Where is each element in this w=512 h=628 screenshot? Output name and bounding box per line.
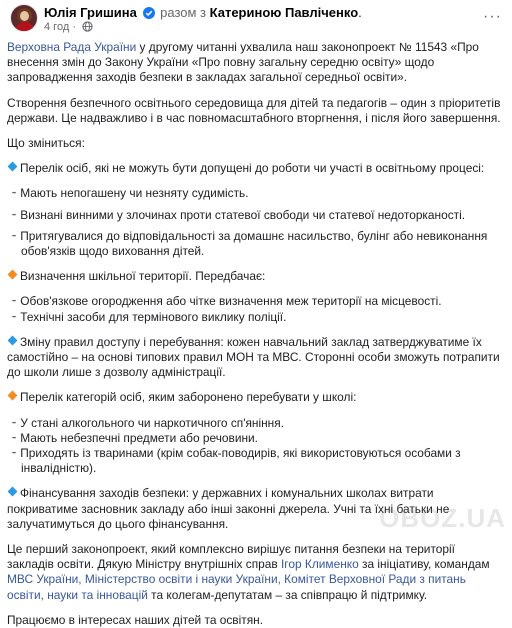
list-item [7,431,503,446]
post-meta [44,21,93,35]
post-time[interactable]: 4 год [44,21,70,33]
dash-icon: ⁃ [11,430,17,445]
dash-icon: ⁃ [11,186,17,201]
list-item-text: Мають непогашену чи незняту судимість. [20,186,249,201]
what-changes-heading: Що зміниться: [7,136,85,151]
list-item [7,310,503,325]
tagged-person[interactable]: Катериною Павліченко [209,5,359,20]
dash-icon: ⁃ [11,294,17,309]
link-verkhovna-rada[interactable]: Верховна Рада України [7,40,137,54]
with-text: разом з [160,5,206,20]
list-item-text: Мають небезпечні предмети або речовини. [20,430,258,445]
author-name[interactable]: Юлія Гришина [44,5,137,20]
dash-icon: ⁃ [11,309,17,324]
section-3-text: Зміну правил доступу і перебування: кожен навчальний заклад затверджуватиме їх самостійно – на основі типових правил МОН та МВС. Сторонні особи зможуть потрапити до школи лише з дозволу адміністрації. [7,334,500,380]
list-item-text: Обов'язкове огородження або чітке визначення меж території на місцевості. [20,294,442,309]
list-item [7,208,503,223]
paragraph-thanks [7,542,503,603]
paragraph-priority: Створення безпечного освітнього середовища для дітей та педагогів – один з пріоритетів держави. Це надважливо і в час повномасштабного вторгнення, і після його завершення. [7,95,501,125]
list-item-text: У стані алкогольного чи наркотичного сп'яніння. [20,415,284,430]
list-item [7,446,503,476]
list-item-text: Притягувалися до відповідальності за домашнє насильство, булінг або невиконання обов'язків щодо виховання дітей. [20,228,488,259]
blue-diamond-icon [8,487,18,497]
section-3 [7,335,503,381]
more-options-icon[interactable]: ··· [483,8,502,25]
header-period: . [358,5,362,20]
blue-diamond-icon [8,162,18,172]
list-item [7,229,503,259]
section-2-text: Визначення шкільної території. Передбачає: [20,269,266,284]
author-avatar[interactable] [10,4,38,32]
paragraph-intro [7,40,503,86]
list-item-text: Визнані винними у злочинах проти статевої свободи чи статевої недоторканості. [20,207,466,222]
thanks-text-a: Це перший законопроект, який комплексно вирішує питання безпеки на території закладів освіти. Дякую Міністру внутрішніх справ [7,542,455,572]
list-item-text: Приходять із тваринами (крім собак-поводирів, які використовуються особами з інвалідністю). [20,446,461,476]
section-5-text: Фінансування заходів безпеки: у державних і комунальних школах витрати покриватиме засновник закладу або інші законні джерела. Учні та їхні батьки не залучатимуться до цього фінансування. [7,486,450,531]
list-item-text: Технічні засоби для термінового виклику поліції. [20,309,287,324]
blue-diamond-icon [8,335,18,345]
dash-icon: ⁃ [11,228,17,243]
link-igor-klymenko[interactable]: Ігор Клименко [281,557,359,572]
author-line [44,5,362,22]
verified-badge-icon [143,7,155,22]
intro-text: у другому читанні ухвалила наш законопроект № 11543 «Про внесення змін до Закону України «Про повну загальну середню освіту» щодо запровадження заходів безпеки в закладах загальної середньої освіти». [7,40,479,85]
link-institutions[interactable]: МВС України, Міністерство освіти і науки України, Комітет Верховної Ради з питань освіти, науки та інновацій [7,572,466,602]
list-item [7,294,503,309]
orange-diamond-icon [8,391,18,401]
thanks-text-b: за ініціативу, командам [358,557,490,572]
section-4-text: Перелік категорій осіб, яким заборонено перебувати у школі: [20,390,357,405]
list-item [7,416,503,431]
meta-separator: · [72,21,76,33]
section-4-title [7,390,503,405]
post-header [0,0,512,38]
watermark: OBOZ.UA [379,503,506,533]
list-item [7,186,503,201]
globe-icon [82,21,93,35]
paragraph-closing: Працюємо в інтересах наших дітей та освітян. [7,612,264,627]
section-1-title [7,161,503,176]
section-2-title [7,269,503,284]
dash-icon: ⁃ [11,207,17,222]
dash-icon: ⁃ [11,446,17,461]
section-1-text: Перелік осіб, які не можуть бути допущені до роботи чи участі в освітньому процесі: [20,161,485,176]
dash-icon: ⁃ [11,415,17,430]
orange-diamond-icon [8,270,18,280]
post-body [7,40,503,628]
thanks-text-c: та колегам-депутатам – за співпрацю й підтримку. [147,587,428,602]
